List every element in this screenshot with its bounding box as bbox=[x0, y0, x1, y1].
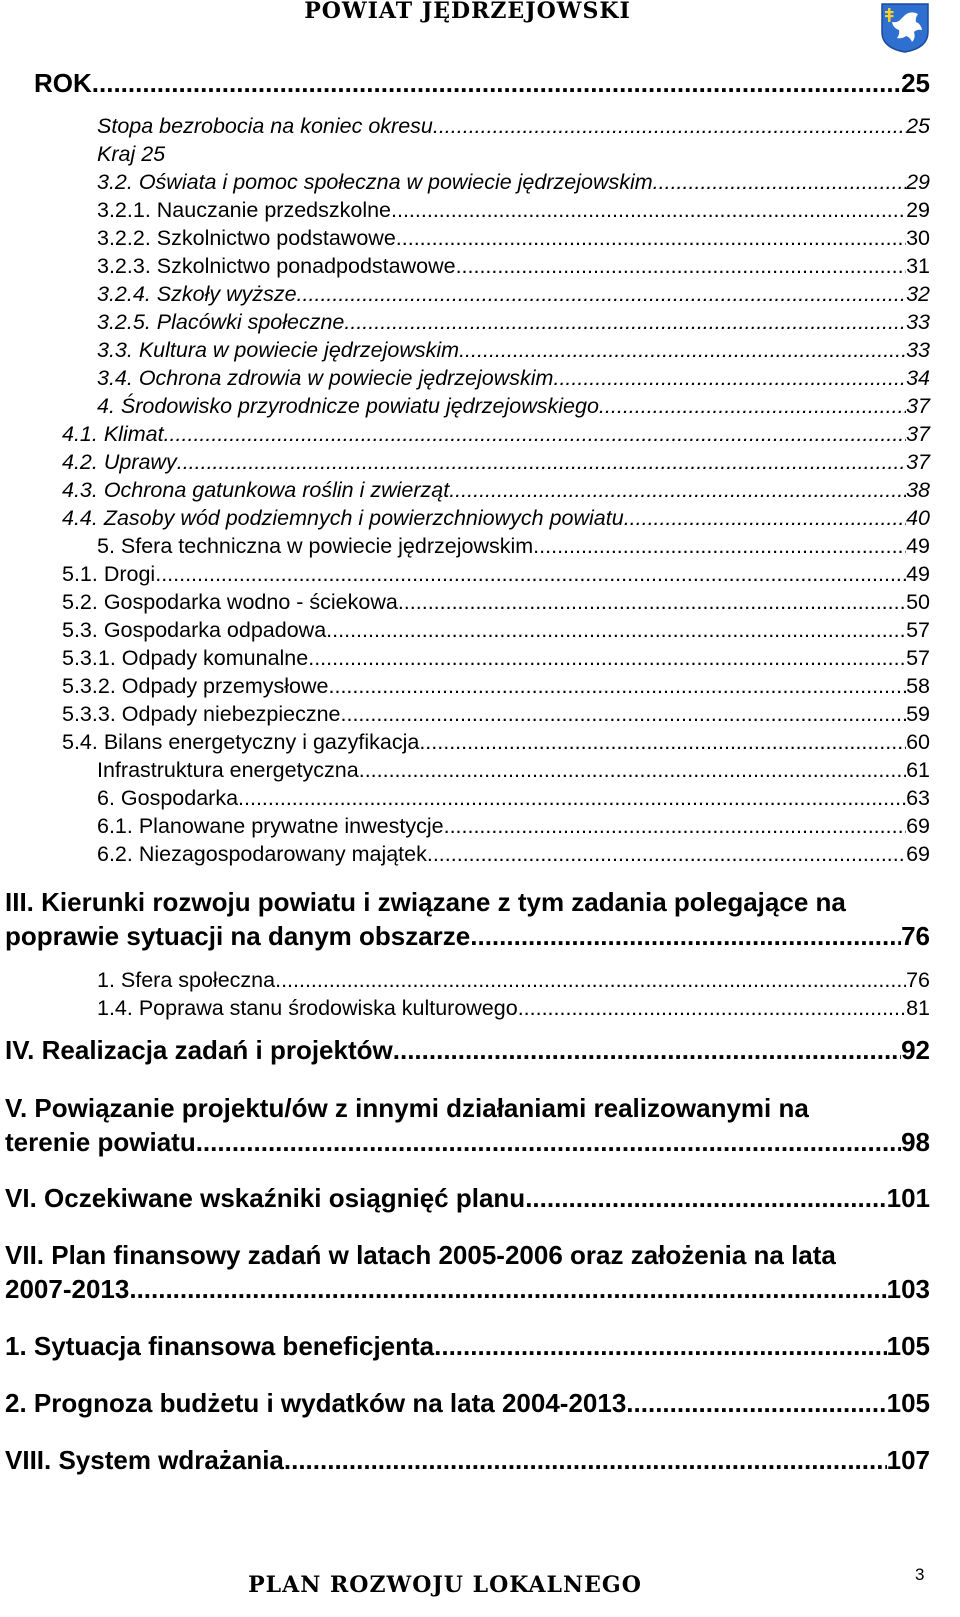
toc-entry-page: 59 bbox=[906, 702, 930, 726]
toc-leader-dots bbox=[398, 588, 906, 616]
toc-entry-title: 5.3.3. Odpady niebezpieczne bbox=[62, 702, 341, 726]
toc-entry-page: 60 bbox=[906, 730, 930, 754]
toc-entry-page: 69 bbox=[906, 814, 930, 838]
toc-section-title: IV. Realizacja zadań i projektów bbox=[5, 1035, 393, 1065]
toc-section-title-line: VII. Plan finansowy zadań w latach 2005-2006 oraz założenia na lata bbox=[5, 1240, 836, 1270]
toc-entry[interactable] bbox=[62, 560, 930, 588]
toc-leader-dots bbox=[129, 1272, 886, 1306]
toc-entry-title: Kraj 25 bbox=[97, 142, 166, 166]
toc-leader-dots bbox=[553, 364, 906, 392]
toc-entry-title: 3.3. Kultura w powiecie jędrzejowskim bbox=[97, 338, 460, 362]
toc-entry-title: 5.3. Gospodarka odpadowa bbox=[62, 618, 327, 642]
toc-entry-page: 92 bbox=[901, 1035, 930, 1065]
toc-section-iii[interactable] bbox=[5, 885, 930, 953]
toc-entry[interactable] bbox=[97, 966, 930, 994]
toc-entry-page: 37 bbox=[906, 450, 930, 474]
toc-leader-dots bbox=[396, 224, 906, 252]
toc-leader-dots bbox=[196, 1125, 901, 1159]
toc-entry-page: 38 bbox=[906, 478, 930, 502]
toc-entry-title: ROK bbox=[34, 68, 92, 98]
toc-section-vi[interactable] bbox=[5, 1182, 930, 1214]
toc-entry-page: 25 bbox=[901, 68, 930, 98]
toc-leader-dots bbox=[359, 756, 906, 784]
toc-entry-page: 50 bbox=[906, 590, 930, 614]
page-number: 3 bbox=[915, 1565, 925, 1584]
toc-entry-page: 33 bbox=[906, 310, 930, 334]
toc-section-title-line: 2007-2013 bbox=[5, 1274, 130, 1304]
toc-leader-dots bbox=[533, 532, 906, 560]
toc-leader-dots bbox=[92, 67, 901, 99]
toc-entry[interactable] bbox=[97, 840, 930, 868]
page-footer-title: PLAN ROZWOJU LOKALNEGO bbox=[248, 1572, 642, 1598]
toc-leader-dots bbox=[238, 784, 906, 812]
toc-section-title: VIII. System wdrażania bbox=[5, 1445, 284, 1475]
toc-section-title-line: V. Powiązanie projektu/ów z innymi działaniami realizowanymi na bbox=[5, 1093, 809, 1123]
toc-entry[interactable] bbox=[62, 504, 930, 532]
toc-entry-page: 69 bbox=[906, 842, 930, 866]
toc-entry-title: 3.4. Ochrona zdrowia w powiecie jędrzejowskim bbox=[97, 366, 554, 390]
toc-entry-title: Stopa bezrobocia na koniec okresu bbox=[97, 114, 433, 138]
toc-leader-dots bbox=[297, 280, 907, 308]
toc-entry-page: 81 bbox=[906, 996, 930, 1020]
toc-entry[interactable] bbox=[97, 196, 930, 224]
toc-entry-page: 29 bbox=[906, 198, 930, 222]
toc-entry-page: 76 bbox=[901, 921, 930, 951]
toc-section-line bbox=[5, 1125, 930, 1159]
toc-entry-page: 49 bbox=[906, 562, 930, 586]
toc-entry[interactable] bbox=[62, 672, 930, 700]
toc-entry[interactable] bbox=[97, 280, 930, 308]
toc-leader-dots bbox=[456, 252, 907, 280]
toc-entry-page: 37 bbox=[906, 422, 930, 446]
toc-entry-title: 1.4. Poprawa stanu środowiska kulturowego bbox=[97, 996, 518, 1020]
toc-entry[interactable] bbox=[62, 588, 930, 616]
toc-entry[interactable] bbox=[97, 392, 930, 420]
toc-entry[interactable] bbox=[97, 994, 930, 1022]
toc-section-viii[interactable] bbox=[5, 1444, 930, 1476]
toc-leader-dots bbox=[433, 112, 906, 140]
toc-entry-page: 61 bbox=[906, 758, 930, 782]
toc-entry-title: 4.3. Ochrona gatunkowa roślin i zwierząt bbox=[62, 478, 450, 502]
toc-entry-page: 105 bbox=[886, 1388, 930, 1418]
page-header-title: POWIAT JĘDRZEJOWSKI bbox=[304, 0, 631, 24]
toc-leader-dots bbox=[653, 168, 906, 196]
toc-entry-page: 57 bbox=[906, 646, 930, 670]
toc-entry-title: 3.2. Oświata i pomoc społeczna w powiecie jędrzejowskim bbox=[97, 170, 653, 194]
toc-entry-title: 3.2.4. Szkoły wyższe bbox=[97, 282, 297, 306]
toc-entry-page: 40 bbox=[906, 506, 930, 530]
toc-leader-dots bbox=[449, 476, 906, 504]
toc-leader-dots bbox=[341, 700, 907, 728]
toc-entry[interactable] bbox=[62, 700, 930, 728]
toc-entry-title: Infrastruktura energetyczna bbox=[97, 758, 359, 782]
toc-entry[interactable] bbox=[97, 140, 930, 168]
toc-entry-page: 63 bbox=[906, 786, 930, 810]
toc-entry-page: 57 bbox=[906, 618, 930, 642]
toc-entry-page: 107 bbox=[886, 1445, 930, 1475]
toc-entry-financial-situation[interactable] bbox=[5, 1330, 930, 1362]
toc-leader-dots bbox=[177, 448, 906, 476]
toc-leader-dots bbox=[275, 966, 906, 994]
toc-entry-page: 30 bbox=[906, 226, 930, 250]
toc-leader-dots bbox=[444, 812, 906, 840]
toc-section-vii[interactable] bbox=[5, 1238, 930, 1306]
toc-entry-page: 49 bbox=[906, 534, 930, 558]
toc-leader-dots bbox=[344, 308, 906, 336]
toc-leader-dots bbox=[308, 644, 906, 672]
toc-entry[interactable] bbox=[97, 336, 930, 364]
toc-section-title-line: poprawie sytuacji na danym obszarze bbox=[5, 921, 471, 951]
toc-entry-page: 76 bbox=[906, 968, 930, 992]
toc-entry-title: 4. Środowisko przyrodnicze powiatu jędrzejowskiego bbox=[97, 394, 599, 418]
toc-entry-title: 1. Sfera społeczna bbox=[97, 968, 276, 992]
toc-entry[interactable] bbox=[62, 616, 930, 644]
toc-section-title: 2. Prognoza budżetu i wydatków na lata 2004-2013 bbox=[5, 1388, 627, 1418]
toc-leader-dots bbox=[329, 672, 907, 700]
toc-section-title: 1. Sytuacja finansowa beneficjenta bbox=[5, 1331, 435, 1361]
toc-entry-title: 5.2. Gospodarka wodno - ściekowa bbox=[62, 590, 398, 614]
toc-entry[interactable] bbox=[62, 644, 930, 672]
toc-leader-dots bbox=[518, 994, 906, 1022]
toc-entry-title: 5.1. Drogi bbox=[62, 562, 156, 586]
toc-entry-title: 3.2.1. Nauczanie przedszkolne bbox=[97, 198, 392, 222]
toc-entry-title: 3.2.5. Placówki społeczne bbox=[97, 310, 345, 334]
toc-entry[interactable] bbox=[97, 812, 930, 840]
toc-leader-dots bbox=[599, 392, 906, 420]
toc-entry-title: 3.2.3. Szkolnictwo ponadpodstawowe bbox=[97, 254, 456, 278]
toc-entry-page: 103 bbox=[886, 1274, 930, 1304]
toc-leader-dots bbox=[624, 504, 906, 532]
toc-entry[interactable] bbox=[97, 168, 930, 196]
toc-entry-page: 34 bbox=[906, 366, 930, 390]
toc-entry-budget-forecast[interactable] bbox=[5, 1387, 930, 1419]
toc-entry[interactable] bbox=[97, 756, 930, 784]
toc-entry-title: 5.3.1. Odpady komunalne bbox=[62, 646, 309, 670]
toc-entry[interactable] bbox=[97, 364, 930, 392]
toc-leader-dots bbox=[434, 1330, 886, 1362]
toc-section-line bbox=[5, 1272, 930, 1306]
toc-entry-page: 31 bbox=[906, 254, 930, 278]
toc-entry-page: 29 bbox=[906, 170, 930, 194]
toc-entry-page: 25 bbox=[906, 114, 930, 138]
toc-entry-title: 5.3.2. Odpady przemysłowe bbox=[62, 674, 329, 698]
toc-section-title-line: III. Kierunki rozwoju powiatu i związane z tym zadania polegające na bbox=[5, 887, 846, 917]
toc-entry-title: 5. Sfera techniczna w powiecie jędrzejowskim bbox=[97, 534, 534, 558]
toc-entry-title: 4.2. Uprawy bbox=[62, 450, 177, 474]
toc-section-iv[interactable] bbox=[5, 1034, 930, 1066]
toc-section-v[interactable] bbox=[5, 1091, 930, 1159]
toc-leader-dots bbox=[164, 420, 907, 448]
toc-leader-dots bbox=[393, 1034, 901, 1066]
toc-entry[interactable] bbox=[97, 784, 930, 812]
toc-leader-dots bbox=[427, 840, 906, 868]
toc-entry-title: 5.4. Bilans energetyczny i gazyfikacja bbox=[62, 730, 420, 754]
toc-entry-title: 6.2. Niezagospodarowany majątek bbox=[97, 842, 427, 866]
toc-leader-dots bbox=[155, 560, 906, 588]
toc-entry[interactable] bbox=[62, 728, 930, 756]
toc-entry[interactable] bbox=[62, 420, 930, 448]
toc-entry-title: 3.2.2. Szkolnictwo podstawowe bbox=[97, 226, 396, 250]
toc-leader-dots bbox=[419, 728, 906, 756]
toc-entry-page: 33 bbox=[906, 338, 930, 362]
toc-entry[interactable] bbox=[97, 532, 930, 560]
toc-entry[interactable] bbox=[62, 476, 930, 504]
toc-leader-dots bbox=[626, 1387, 886, 1419]
toc-section-title-line: terenie powiatu bbox=[5, 1127, 196, 1157]
toc-entry-page: 32 bbox=[906, 282, 930, 306]
toc-leader-dots bbox=[284, 1444, 887, 1476]
toc-entry-page: 37 bbox=[906, 394, 930, 418]
toc-leader-dots bbox=[459, 336, 906, 364]
toc-entry[interactable] bbox=[97, 308, 930, 336]
toc-entry-title: 6.1. Planowane prywatne inwestycje bbox=[97, 814, 444, 838]
toc-entry-page: 58 bbox=[906, 674, 930, 698]
toc-entry-title: 6. Gospodarka bbox=[97, 786, 239, 810]
toc-entry[interactable] bbox=[62, 448, 930, 476]
toc-entry-title: 4.4. Zasoby wód podziemnych i powierzchniowych powiatu bbox=[62, 506, 624, 530]
toc-leader-dots bbox=[391, 196, 906, 224]
toc-section-title: VI. Oczekiwane wskaźniki osiągnięć planu bbox=[5, 1183, 526, 1213]
toc-entry[interactable] bbox=[97, 112, 930, 140]
toc-entry-page: 98 bbox=[901, 1127, 930, 1157]
toc-entry-title: 4.1. Klimat bbox=[62, 422, 164, 446]
toc-leader-dots bbox=[326, 616, 906, 644]
toc-entry[interactable] bbox=[97, 252, 930, 280]
toc-entry-page: 105 bbox=[886, 1331, 930, 1361]
toc-section-line bbox=[5, 919, 930, 953]
toc-entry-rok[interactable] bbox=[34, 67, 930, 99]
toc-entry[interactable] bbox=[97, 224, 930, 252]
toc-entry-page: 101 bbox=[886, 1183, 930, 1213]
toc-leader-dots bbox=[525, 1182, 886, 1214]
toc-leader-dots bbox=[470, 919, 901, 953]
county-coat-of-arms-icon bbox=[880, 2, 930, 54]
